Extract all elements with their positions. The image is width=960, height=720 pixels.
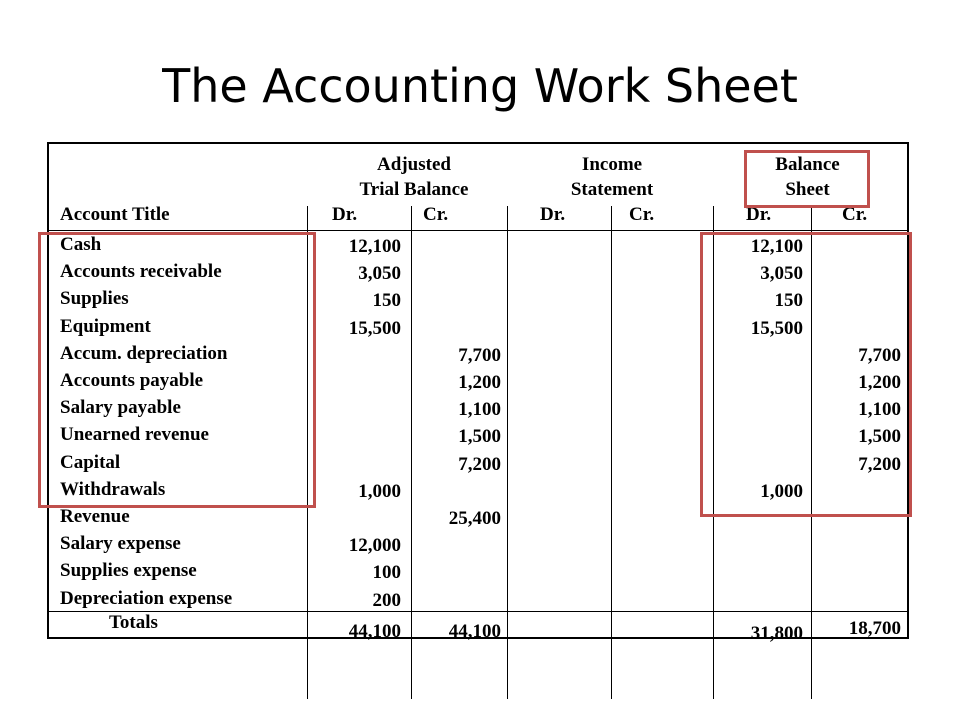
column-divider <box>411 206 412 699</box>
amount-atb-cr: 7,200 <box>458 453 501 475</box>
account-title: Supplies <box>60 288 129 310</box>
amount-atb-dr: 1,000 <box>358 480 401 502</box>
amount-bs-cr: 1,200 <box>858 372 901 393</box>
total-bs-cr: 18,700 <box>848 618 901 639</box>
account-title: Accum. depreciation <box>60 342 228 364</box>
amount-bs-dr: 150 <box>774 290 803 312</box>
amount-bs-cr: 1,500 <box>858 426 901 448</box>
is-cr-heading: Cr. <box>629 204 655 225</box>
amount-atb-dr: 200 <box>372 589 401 611</box>
balance-sheet-values-highlight <box>700 232 912 517</box>
header-line: Balance <box>775 154 840 175</box>
header-line: Trial Balance <box>359 179 469 200</box>
account-title: Withdrawals <box>60 478 166 500</box>
amount-atb-cr: 25,400 <box>448 508 501 529</box>
header-line: Adjusted <box>377 154 451 175</box>
bs-dr-heading: Dr. <box>746 204 772 225</box>
amount-atb-dr: 15,500 <box>348 317 401 339</box>
amount-bs-cr: 7,200 <box>858 453 901 475</box>
amount-bs-dr: 3,050 <box>760 263 803 285</box>
header-line: Sheet <box>785 179 830 200</box>
account-title: Cash <box>60 234 102 255</box>
account-title-highlight <box>38 232 316 508</box>
account-title: Accounts receivable <box>60 261 222 283</box>
amount-bs-cr: 1,100 <box>858 399 901 421</box>
bs-cr-heading: Cr. <box>842 204 868 225</box>
account-title: Supplies expense <box>60 560 197 582</box>
amount-bs-dr: 12,100 <box>750 236 803 257</box>
total-atb-cr: 44,100 <box>448 621 501 642</box>
balance-sheet-header-highlight <box>744 150 870 208</box>
total-atb-dr: 44,100 <box>348 621 401 642</box>
account-title: Salary expense <box>60 533 181 555</box>
work-sheet-table <box>47 142 909 644</box>
amount-bs-dr: 1,000 <box>760 480 803 502</box>
amount-bs-dr: 15,500 <box>750 317 803 339</box>
amount-atb-dr: 12,000 <box>348 535 401 557</box>
account-title: Depreciation expense <box>60 587 233 609</box>
header-line: Income <box>581 154 643 175</box>
account-title: Equipment <box>60 315 151 337</box>
amount-atb-dr: 100 <box>372 562 401 584</box>
adjusted-trial-balance-header <box>314 152 514 202</box>
atb-cr-heading: Cr. <box>423 204 449 225</box>
account-title: Accounts payable <box>60 370 204 391</box>
account-title-heading: Account Title <box>60 204 170 225</box>
amount-atb-cr: 1,100 <box>458 399 501 421</box>
account-title: Salary payable <box>60 397 181 419</box>
atb-dr-heading: Dr. <box>332 204 358 225</box>
amount-atb-cr: 7,700 <box>458 344 501 366</box>
amount-atb-cr: 1,200 <box>458 372 501 393</box>
amount-atb-dr: 150 <box>372 290 401 312</box>
column-divider <box>611 206 612 699</box>
income-statement-header <box>512 152 712 202</box>
amount-atb-dr: 12,100 <box>348 236 401 257</box>
account-title: Unearned revenue <box>60 424 209 446</box>
amount-atb-cr: 1,500 <box>458 426 501 448</box>
amount-bs-cr: 7,700 <box>858 344 901 366</box>
totals-label: Totals <box>109 612 158 633</box>
slide-title: The Accounting Work Sheet <box>162 59 798 113</box>
account-title: Revenue <box>60 506 130 527</box>
total-bs-dr: 31,800 <box>750 623 803 644</box>
column-divider <box>507 206 508 699</box>
header-line: Statement <box>570 179 654 200</box>
account-title: Capital <box>60 451 121 473</box>
amount-atb-dr: 3,050 <box>358 263 401 285</box>
is-dr-heading: Dr. <box>540 204 566 225</box>
